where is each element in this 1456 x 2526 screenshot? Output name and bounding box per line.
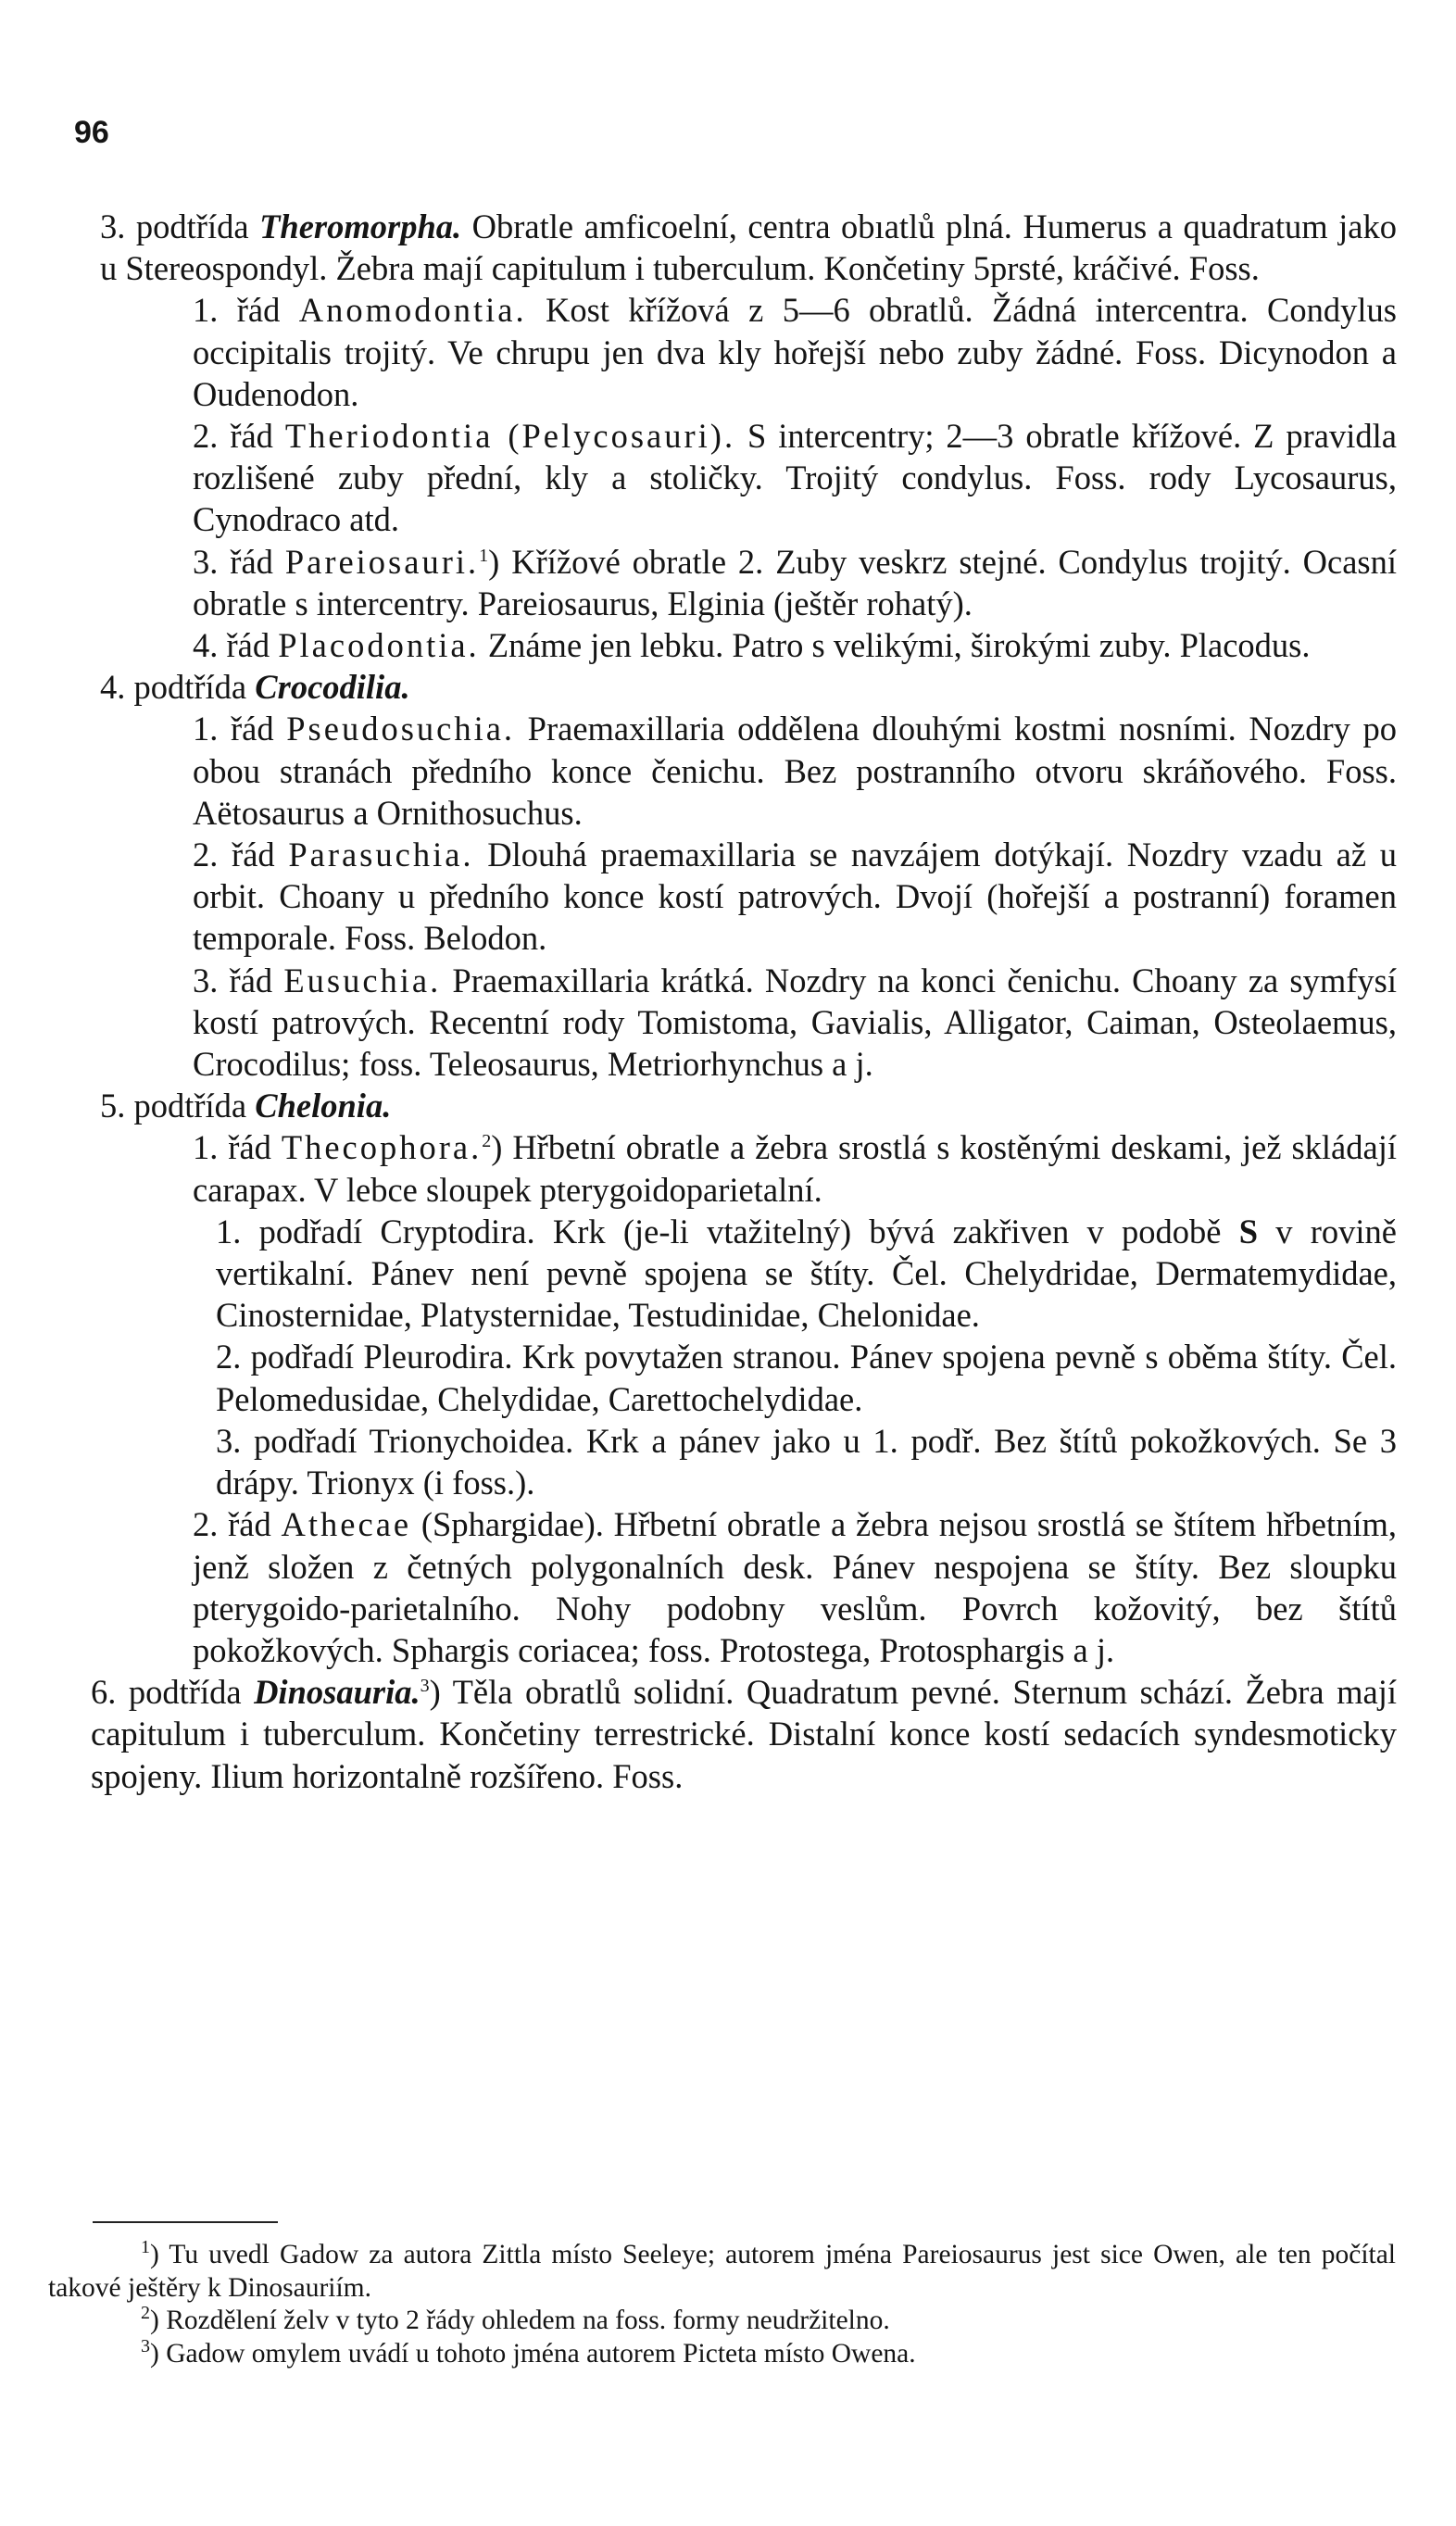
order-label: 2. řád bbox=[193, 1505, 282, 1544]
order-text: Praemaxillaria oddělena dlouhými kostmi nosními. Nozdry po obou stranách předního konce čenichu. Bez postranního otvoru skráňového. Foss. Aëtosaurus a Ornithosuchus. bbox=[193, 710, 1397, 832]
order-label: 3. řád bbox=[193, 961, 284, 999]
main-text bbox=[91, 206, 1397, 1797]
section-text: Obratle amficoelní, centra obıatlů plná. Humerus a quadratum jako u Stereospondyl. Žebra mají capitulum i tuberculum. Končetiny 5prsté, kráčivé. Foss. bbox=[100, 207, 1397, 288]
taxon-name: Crocodilia. bbox=[255, 668, 410, 707]
order-text: S intercentry; 2—3 obratle křížové. Z pravidla rozlišené zuby přední, kly a stoličky. Trojitý condylus. Foss. rody Lycosaurus, Cynodraco atd. bbox=[193, 417, 1397, 539]
suborder-item bbox=[216, 1336, 1397, 1419]
footnote-text: ) Gadow omylem uvádí u tohoto jména autorem Picteta místo Owena. bbox=[150, 2338, 916, 2369]
order-name: Theriodontia (Pelycosauri). bbox=[284, 417, 736, 456]
order-name: Pseudosuchia. bbox=[286, 710, 516, 748]
order-label: 2. řád bbox=[193, 836, 289, 874]
footnote bbox=[48, 2335, 1396, 2371]
footnote-text: ) Rozdělení želv v tyto 2 řády ohledem na foss. formy neudržitelno. bbox=[150, 2306, 890, 2335]
section-label: 4. podtřída bbox=[100, 668, 256, 707]
footnote-mark: 1 bbox=[141, 2237, 150, 2258]
section-text: ) Těla obratlů solidní. Quadratum pevné. Sternum schází. Žebra mají capitulum i tuberculum. Končetiny terrestrické. Distalní konce kostí sedacích syndesmoticky spojeny. Ilium horizontalně rozšířeno. Foss. bbox=[91, 1673, 1397, 1795]
order-item bbox=[193, 834, 1397, 960]
order-text: Dlouhá praemaxillaria se navzájem dotýkají. Nozdry vzadu až u orbit. Choany u předního konce kostí patrových. Dvojí (hořejší a postranní) foramen temporale. Foss. Belodon. bbox=[193, 836, 1397, 958]
suborder-text: 3. podřadí Trionychoidea. Krk a pánev jako u 1. podř. Bez štítů pokožkových. Se 3 drápy. Trionyx (i foss.). bbox=[216, 1421, 1397, 1502]
order-item bbox=[193, 289, 1397, 415]
taxon-name: Theromorpha. bbox=[259, 207, 462, 245]
section-3-heading bbox=[100, 206, 1397, 289]
order-text: Kost křížová z 5—6 obratlů. Žádná intercentra. Condylus occipitalis trojitý. Ve chrupu jen dva kly hořejší nebo zuby žádné. Foss. Dicynodon a Oudenodon. bbox=[193, 291, 1397, 413]
order-name: Anomodontia. bbox=[298, 291, 527, 330]
suborder-text: 1. podřadí Cryptodira. Krk (je-li vtažitelný) bývá zakřiven v podobě bbox=[216, 1212, 1239, 1250]
footnote-divider bbox=[93, 2221, 278, 2223]
order-name: Eusuchia. bbox=[283, 961, 442, 999]
order-name: Placodontia. bbox=[278, 626, 480, 665]
order-name: Pareiosauri. bbox=[284, 542, 480, 581]
order-text: Známe jen lebku. Patro s velikými, širokými zuby. Placodus. bbox=[479, 626, 1311, 665]
taxon-name: Chelonia. bbox=[255, 1087, 392, 1125]
order-label: 1. řád bbox=[193, 1128, 282, 1167]
footnote bbox=[48, 2239, 1396, 2305]
suborder-bold-letter: S bbox=[1238, 1212, 1258, 1250]
page-number: 96 bbox=[74, 115, 109, 150]
order-item bbox=[193, 541, 1397, 624]
order-label: 4. řád bbox=[193, 626, 279, 665]
section-label: 3. podtřída bbox=[100, 207, 260, 245]
suborder-item bbox=[216, 1211, 1397, 1337]
order-name: Parasuchia. bbox=[288, 836, 474, 874]
section-5-heading bbox=[100, 1085, 1397, 1126]
footnote bbox=[48, 2305, 1396, 2338]
order-item bbox=[193, 624, 1397, 666]
taxon-name: Dinosauria. bbox=[254, 1673, 420, 1712]
suborder-text: 2. podřadí Pleurodira. Krk povytažen stranou. Pánev spojena pevně s oběma štíty. Čel. Pelomedusidae, Chelydidae, Carettochelydidae. bbox=[216, 1338, 1397, 1418]
order-item bbox=[193, 1503, 1397, 1671]
suborder-text: v rovině vertikalní. Pánev není pevně spojena se štíty. Čel. Chelydridae, Dermatemydidae, Cinosternidae, Platysternidae, Testudinidae, Chelonidae. bbox=[216, 1212, 1397, 1335]
footnote-ref: 3 bbox=[420, 1675, 430, 1696]
suborder-item bbox=[216, 1420, 1397, 1503]
order-text: ) Křížové obratle 2. Zuby veskrz stejné. Condylus trojitý. Ocasní obratle s intercentry. Pareiosaurus, Elginia (ještěr rohatý). bbox=[193, 542, 1397, 622]
order-text: (Sphargidae). Hřbetní obratle a žebra nejsou srostlá se štítem hřbetním, jenž složen z četných polygonalních desk. Pánev nespojena se štíty. Bez sloupku pterygoido-parietalního. Nohy podobny veslům. Povrch kožovitý, bez štítů pokožkových. Sphargis coriacea; foss. Protostega, Protosphargis a j. bbox=[193, 1505, 1397, 1669]
footnote-ref: 2 bbox=[482, 1131, 492, 1152]
order-item bbox=[193, 960, 1397, 1086]
order-name: Thecophora. bbox=[281, 1128, 483, 1167]
footnote-mark: 3 bbox=[141, 2335, 150, 2356]
order-item bbox=[193, 708, 1397, 834]
section-4-heading bbox=[100, 666, 1397, 708]
order-item bbox=[193, 415, 1397, 541]
section-label: 6. podtřída bbox=[91, 1673, 255, 1712]
order-label: 1. řád bbox=[193, 291, 299, 330]
footnotes bbox=[48, 2239, 1396, 2370]
order-item bbox=[193, 1126, 1397, 1210]
section-6-heading bbox=[91, 1671, 1397, 1797]
footnote-ref: 1 bbox=[479, 545, 489, 566]
order-text: ) Hřbetní obratle a žebra srostlá s kostěnými deskami, jež skládají carapax. V lebce sloupek pterygoidoparietalní. bbox=[193, 1128, 1397, 1209]
footnote-mark: 2 bbox=[141, 2303, 150, 2324]
section-label: 5. podtřída bbox=[100, 1087, 256, 1125]
order-name: Athecae bbox=[281, 1505, 412, 1544]
order-label: 2. řád bbox=[193, 417, 285, 456]
footnote-text: ) Tu uvedl Gadow za autora Zittla místo Seeleye; autorem jména Pareiosaurus jest sice Owen, ale ten počítal takové ještěry k Dinosauriím. bbox=[48, 2240, 1396, 2303]
order-label: 3. řád bbox=[193, 542, 285, 581]
order-label: 1. řád bbox=[193, 710, 287, 748]
order-text: Praemaxillaria krátká. Nozdry na konci čenichu. Choany za symfysí kostí patrových. Recentní rody Tomistoma, Gavialis, Alligator, Caiman, Osteolaemus, Crocodilus; foss. Teleosaurus, Metriorhynchus a j. bbox=[193, 961, 1397, 1084]
